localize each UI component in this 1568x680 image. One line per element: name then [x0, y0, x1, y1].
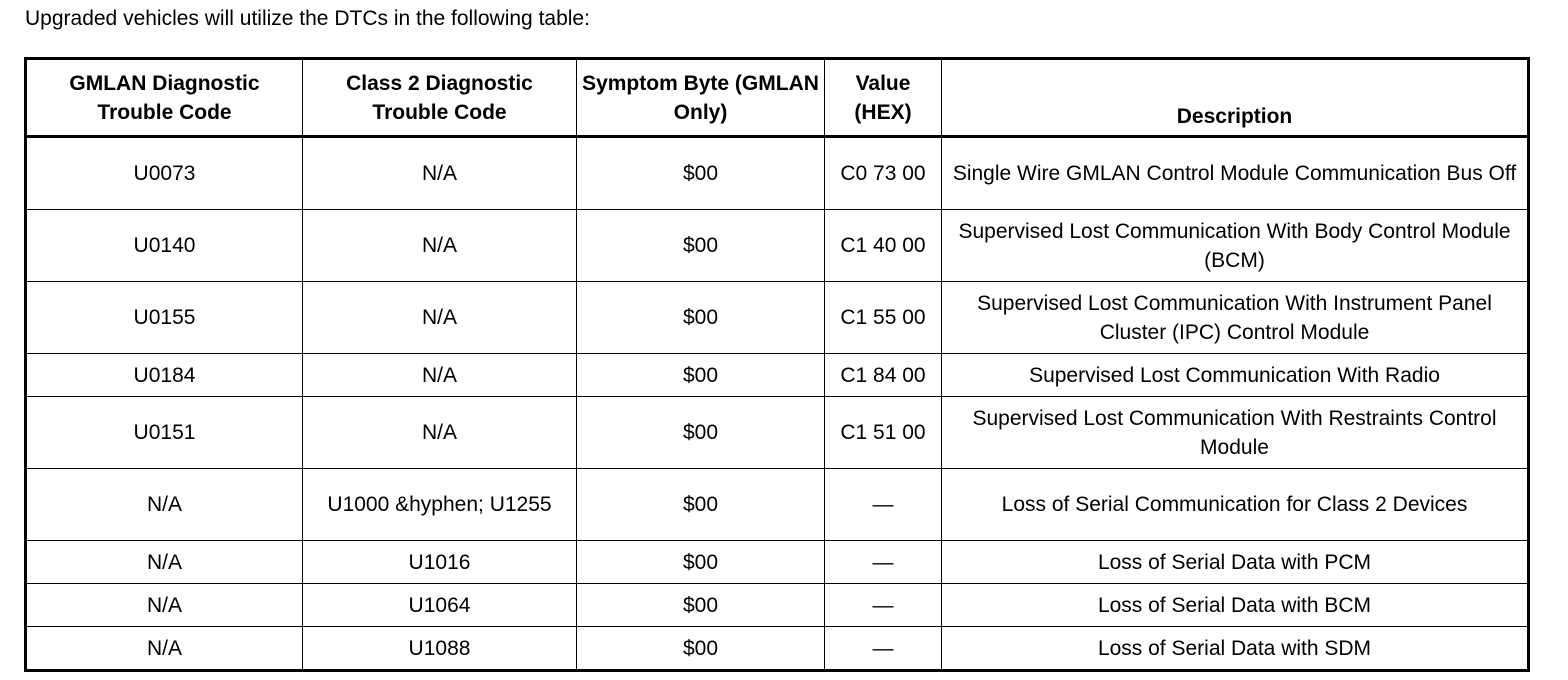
table-row [26, 627, 1529, 671]
cell-description: Loss of Serial Data with SDM [942, 627, 1529, 671]
cell-description: Loss of Serial Communication for Class 2 Devices [942, 469, 1529, 541]
dtc-table [24, 57, 1530, 672]
cell-gmlan: N/A [26, 627, 303, 671]
cell-value: — [825, 469, 942, 541]
table-row [26, 541, 1529, 584]
cell-class2: U1016 [303, 541, 577, 584]
cell-gmlan: U0184 [26, 354, 303, 397]
cell-gmlan: N/A [26, 584, 303, 627]
cell-class2: N/A [303, 210, 577, 282]
cell-value: — [825, 627, 942, 671]
cell-symptom: $00 [577, 210, 825, 282]
cell-value: C1 55 00 [825, 282, 942, 354]
cell-description: Supervised Lost Communication With Instrument Panel Cluster (IPC) Control Module [942, 282, 1529, 354]
table-row [26, 282, 1529, 354]
cell-symptom: $00 [577, 354, 825, 397]
cell-value: C1 40 00 [825, 210, 942, 282]
header-gmlan-dtc: GMLAN Diagnostic Trouble Code [26, 59, 303, 137]
cell-value: — [825, 584, 942, 627]
header-class2-dtc: Class 2 Diagnostic Trouble Code [303, 59, 577, 137]
table-row [26, 584, 1529, 627]
cell-value: C1 84 00 [825, 354, 942, 397]
cell-symptom: $00 [577, 469, 825, 541]
cell-symptom: $00 [577, 541, 825, 584]
cell-gmlan: U0151 [26, 397, 303, 469]
cell-gmlan: N/A [26, 469, 303, 541]
cell-description: Loss of Serial Data with BCM [942, 584, 1529, 627]
cell-gmlan: N/A [26, 541, 303, 584]
cell-gmlan: U0155 [26, 282, 303, 354]
cell-description: Supervised Lost Communication With Restraints Control Module [942, 397, 1529, 469]
cell-gmlan: U0073 [26, 137, 303, 210]
header-value-hex: Value (HEX) [825, 59, 942, 137]
cell-gmlan: U0140 [26, 210, 303, 282]
cell-description: Supervised Lost Communication With Radio [942, 354, 1529, 397]
cell-class2: U1088 [303, 627, 577, 671]
table-row [26, 210, 1529, 282]
cell-description: Single Wire GMLAN Control Module Communication Bus Off [942, 137, 1529, 210]
table-row [26, 469, 1529, 541]
cell-class2: N/A [303, 282, 577, 354]
intro-text: Upgraded vehicles will utilize the DTCs in the following table: [25, 7, 590, 30]
cell-description: Supervised Lost Communication With Body Control Module (BCM) [942, 210, 1529, 282]
header-description: Description [942, 59, 1529, 137]
cell-value: — [825, 541, 942, 584]
cell-class2: N/A [303, 137, 577, 210]
cell-value: C1 51 00 [825, 397, 942, 469]
cell-symptom: $00 [577, 397, 825, 469]
cell-class2: U1000 &hyphen; U1255 [303, 469, 577, 541]
cell-class2: U1064 [303, 584, 577, 627]
cell-symptom: $00 [577, 584, 825, 627]
cell-class2: N/A [303, 354, 577, 397]
cell-class2: N/A [303, 397, 577, 469]
header-symptom-byte: Symptom Byte (GMLAN Only) [577, 59, 825, 137]
cell-symptom: $00 [577, 627, 825, 671]
table-row [26, 397, 1529, 469]
table-row [26, 354, 1529, 397]
cell-value: C0 73 00 [825, 137, 942, 210]
cell-symptom: $00 [577, 137, 825, 210]
table-row [26, 137, 1529, 210]
cell-symptom: $00 [577, 282, 825, 354]
table-header-row [26, 59, 1529, 137]
cell-description: Loss of Serial Data with PCM [942, 541, 1529, 584]
